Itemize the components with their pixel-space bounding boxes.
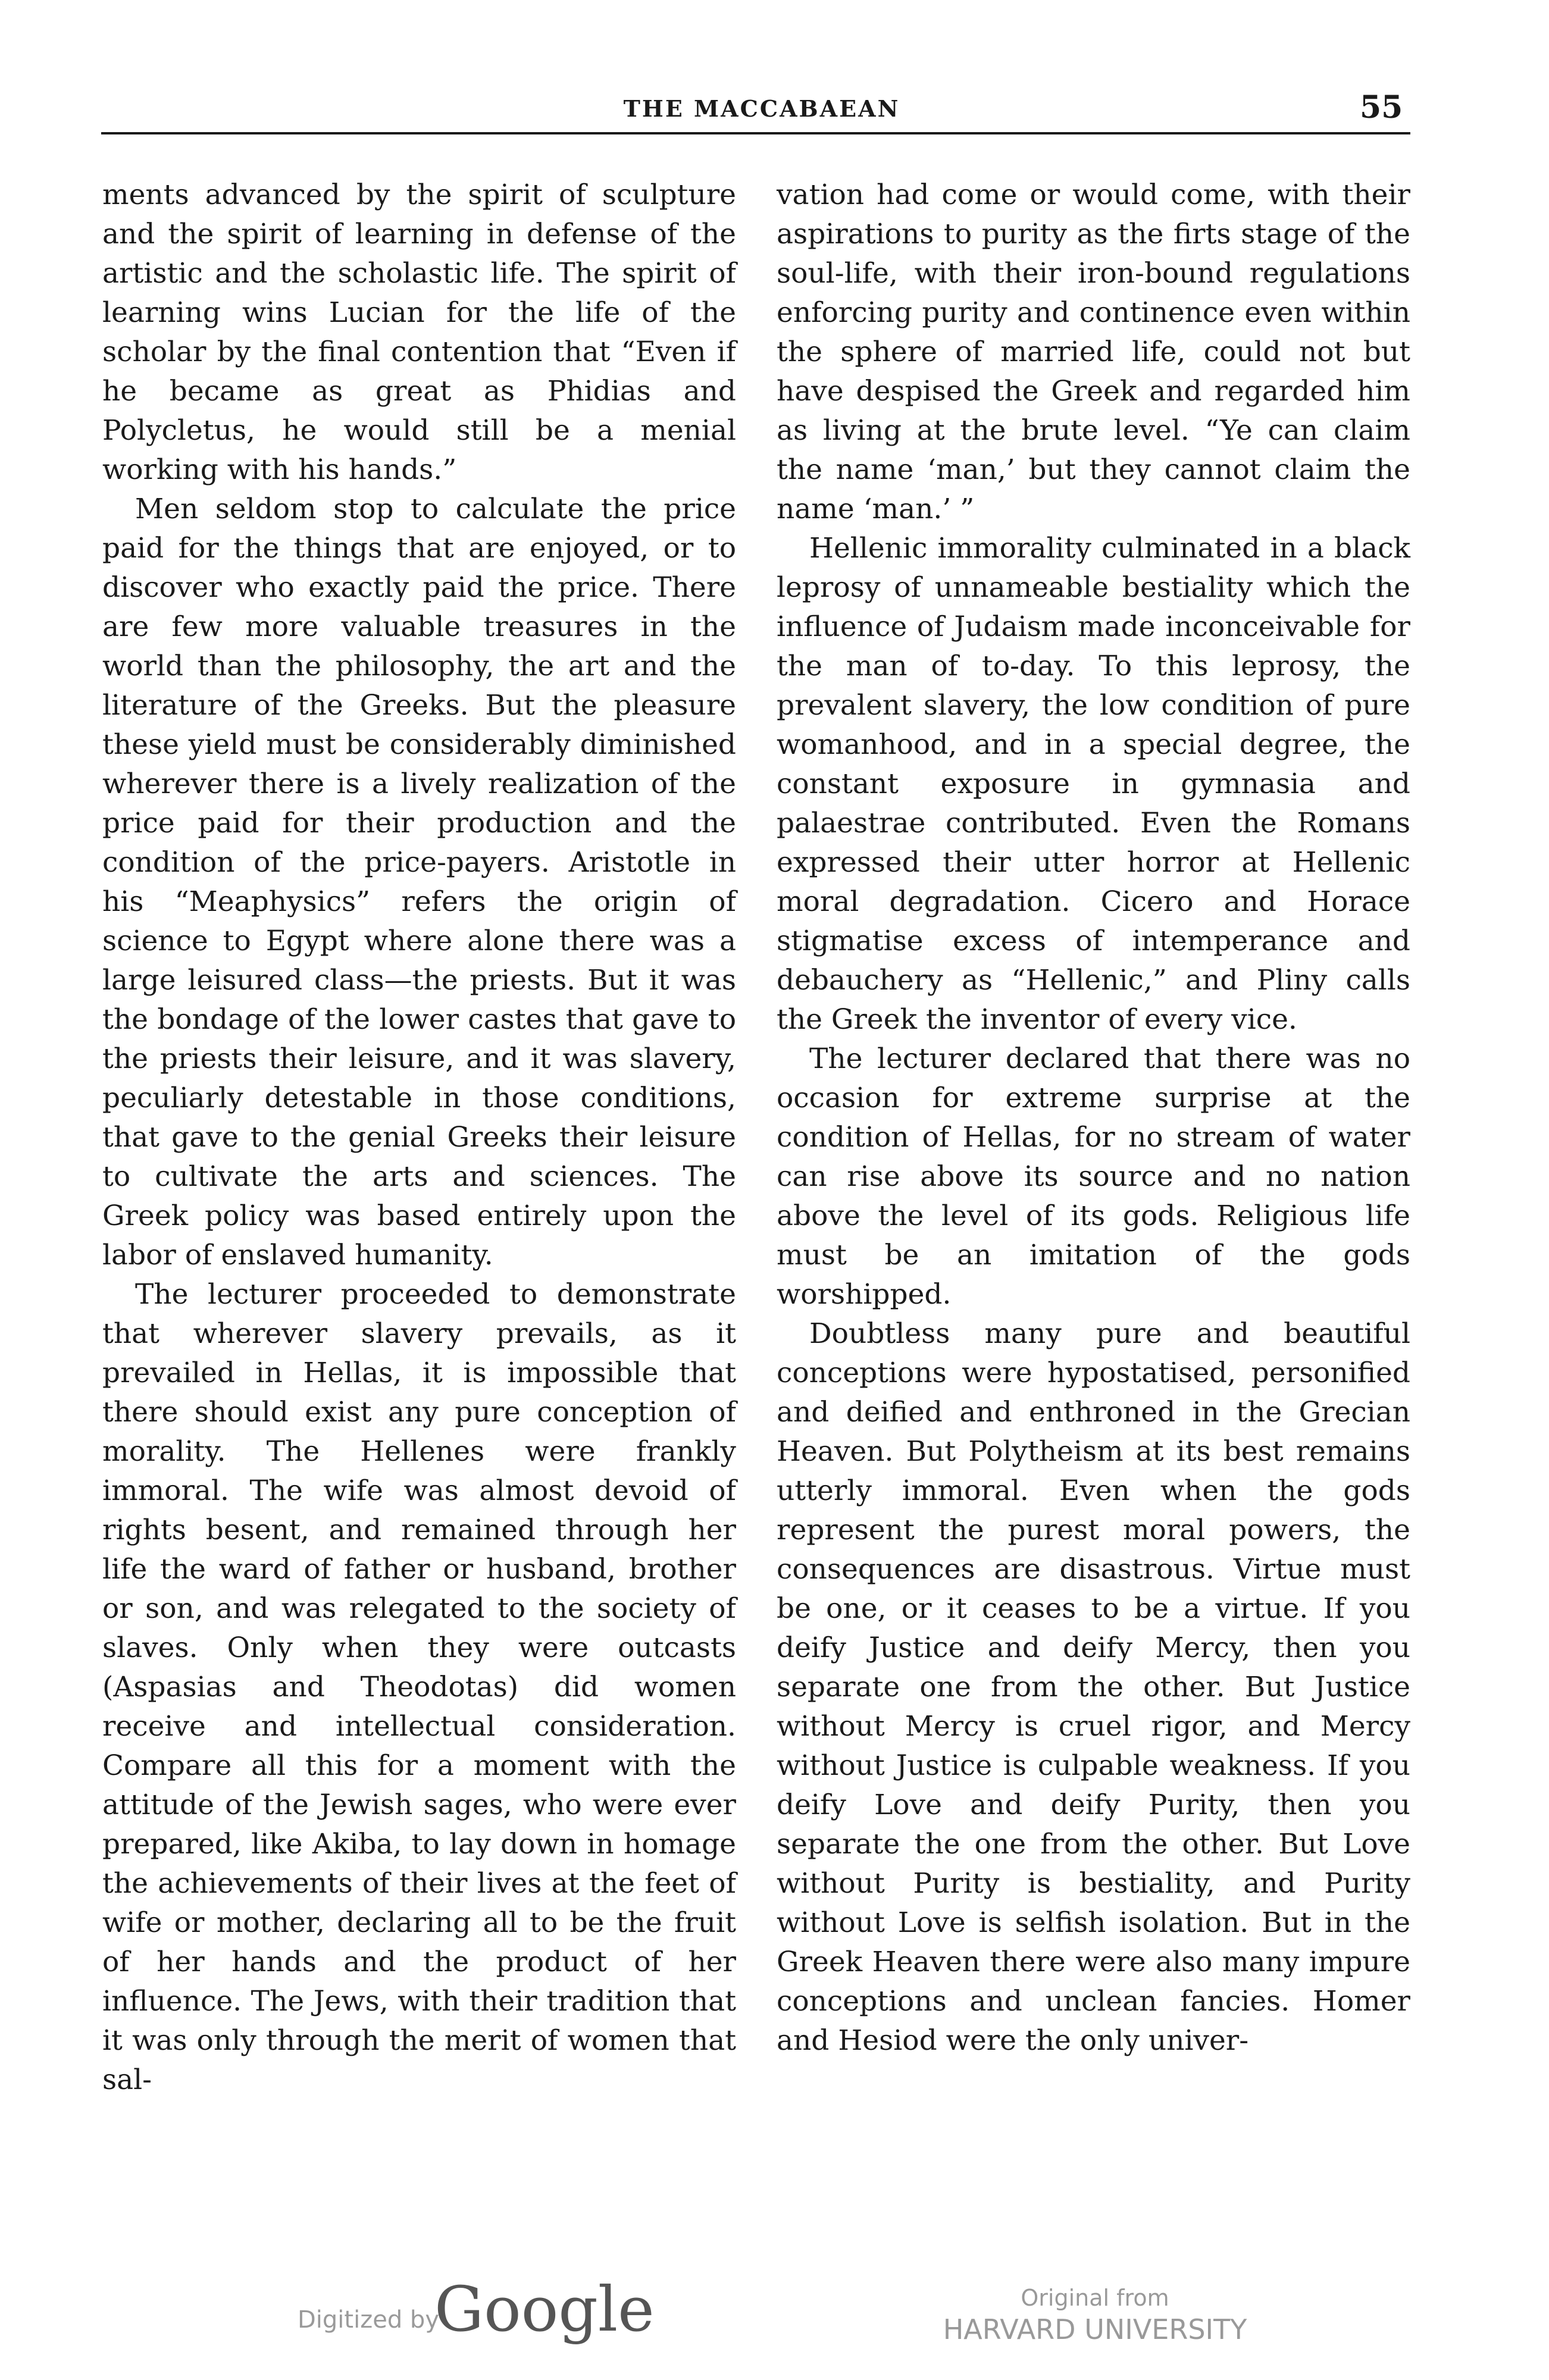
paragraph: Men seldom stop to calculate the price paid for the things that are enjoyed, or to discover who exactly paid the price. There are few more valuable treasures in the world than the philosophy, the art and the literature of the Greeks. But the pleasure these yield must be considerably diminished wherever there is a lively realization of the price paid for their production and the condition of the price-payers. Aristotle in his “Meaphysics” refers the origin of science to Egypt where alone there was a large leisured class—the priests. But it was the bondage of the lower castes that gave to the priests their leisure, and it was slavery, peculiarly detestable in those conditions, that gave to the genial Greeks their leisure to cultivate the arts and sciences. The Greek policy was based entirely upon the labor of enslaved humanity. <box>102 493 736 1272</box>
paragraph: The lecturer proceeded to demonstrate that wherever slavery prevails, as it prevailed in Hellas, it is impossible that there should exist any pure conception of morality. The Hellenes were frankly immoral. The wife was almost devoid of rights besent, and remained through her life the ward of father or husband, brother or son, and was relegated to the society of slaves. Only when they were outcasts (Aspasias and Theodotas) did women receive and intellectual consideration. Compare all this for a moment with the attitude of the Jewish sages, who were ever prepared, like Akiba, to lay down in homage the achievements of their lives at the feet of wife or mother, declaring all to be the fruit of her hands and the product of her influence. The Jews, with their tradition that it was only through the merit of women that sal- <box>102 1278 736 2096</box>
original-source-watermark <box>928 2284 1262 2347</box>
original-from-text: Original from <box>1021 2285 1169 2311</box>
google-logo: Google <box>434 2273 655 2345</box>
institution-name: HARVARD UNIVERSITY <box>943 2313 1247 2345</box>
header-rule <box>101 132 1410 134</box>
paragraph: ments advanced by the spirit of sculpture and the spirit of learning in defense of the artistic and the scholastic life. The spirit of learning wins Lucian for the life of the scholar by the final contention that “Even if he became as great as Phidias and Polycletus, he would still be a menial working with his hands.” <box>102 178 736 486</box>
digitized-by-watermark <box>298 2272 655 2345</box>
paragraph: Doubtless many pure and beautiful conceptions were hypostatised, personified and deified and enthroned in the Grecian Heaven. But Polytheism at its best remains utterly immoral. Even when the gods represent the purest moral powers, the consequences are disastrous. Virtue must be one, or it ceases to be a virtue. If you deify Justice and deify Mercy, then you separate one from the other. But Justice without Mercy is cruel rigor, and Mercy without Justice is culpable weakness. If you deify Love and deify Purity, then you separate the one from the other. But Love without Purity is bestiality, and Purity without Love is selfish isolation. But in the Greek Heaven there were also many impure conceptions and unclean fancies. Homer and Hesiod were the only univer- <box>777 1317 1410 2057</box>
right-column <box>777 176 1410 2060</box>
paragraph: The lecturer declared that there was no occasion for extreme surprise at the condition of Hellas, for no stream of water can rise above its source and no nation above the level of its gods. Religious life must be an imitation of the gods worshipped. <box>777 1042 1410 1311</box>
left-column <box>102 176 736 2100</box>
digitized-by-text: Digitized by <box>298 2306 439 2334</box>
paragraph: vation had come or would come, with their aspirations to purity as the firts stage of the soul-life, with their iron-bound regulations enforcing purity and continence even within the sphere of married life, could not but have despised the Greek and regarded him as living at the brute level. “Ye can claim the name ‘man,’ but they cannot claim the name ‘man.’ ” <box>777 178 1410 525</box>
running-header-title: THE MACCABAEAN <box>623 95 900 122</box>
page-number: 55 <box>1360 89 1403 126</box>
paragraph: Hellenic immorality culminated in a black leprosy of unnameable bestiality which the influence of Judaism made inconceivable for the man of to-day. To this leprosy, the prevalent slavery, the low condition of pure womanhood, and in a special degree, the constant exposure in gymnasia and palaestrae contributed. Even the Romans expressed their utter horror at Hellenic moral degradation. Cicero and Horace stigmatise excess of intemperance and debauchery as “Hellenic,” and Pliny calls the Greek the inventor of every vice. <box>777 532 1410 1036</box>
